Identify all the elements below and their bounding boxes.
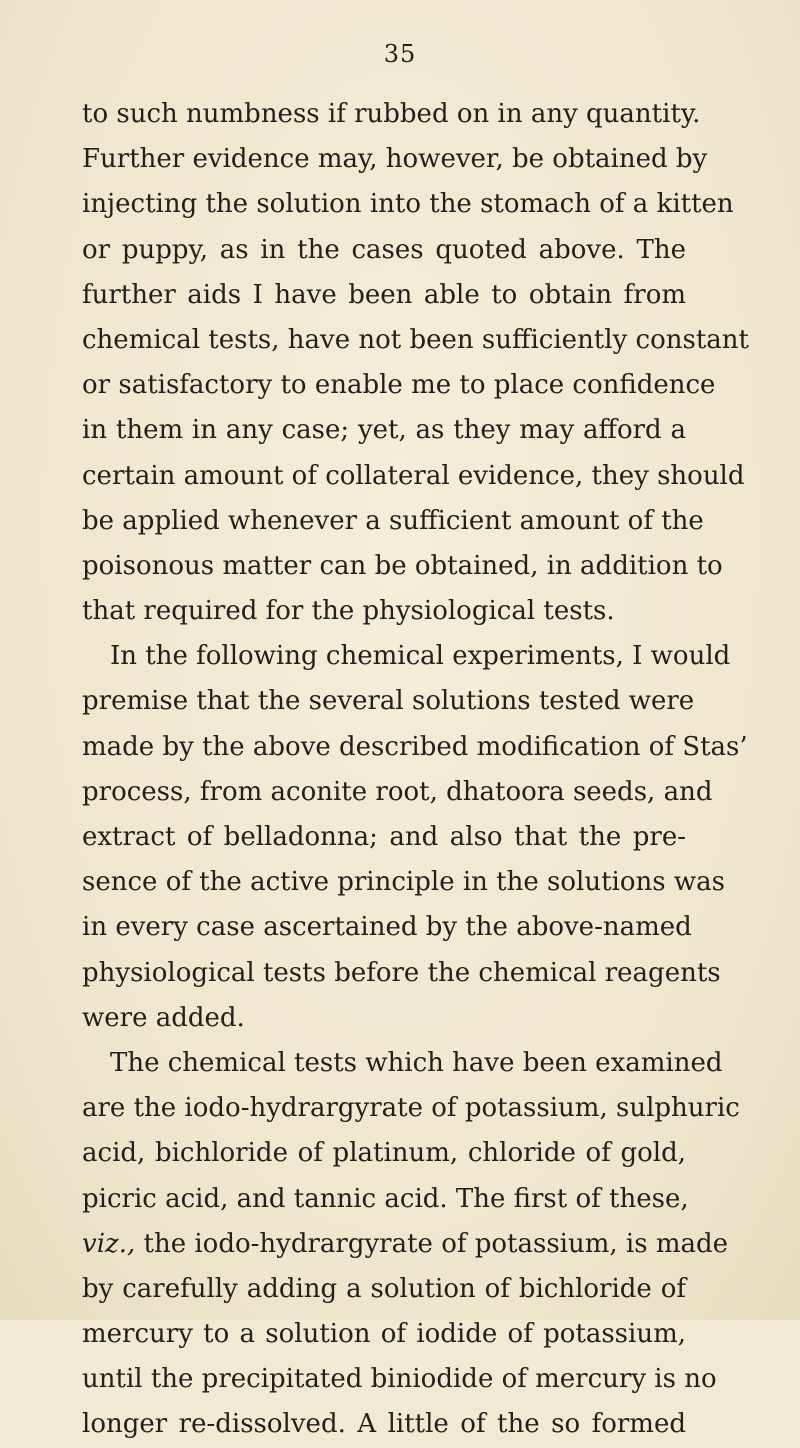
text-line: mercury to a solution of iodide of potassium,	[82, 1319, 686, 1350]
italic-abbreviation: viz.,	[82, 1228, 136, 1259]
text-line	[82, 1222, 729, 1267]
text-line: until the precipitated biniodide of mercury is no	[82, 1364, 717, 1395]
text-line: to such numbness if rubbed on in any quantity.	[82, 99, 701, 129]
paragraph-end-line: were added.	[82, 1002, 245, 1033]
text-line: in every case ascertained by the above-named	[82, 912, 692, 943]
text-line: made by the above described modification of Stas’	[82, 731, 748, 762]
body-text	[82, 92, 749, 1448]
text-line: further aids I have been able to obtain from	[82, 279, 686, 310]
text-line: poisonous matter can be obtained, in addition to	[82, 550, 723, 581]
text-line: injecting the solution into the stomach of a kitten	[82, 189, 734, 220]
paragraph-start-line: In the following chemical experiments, I would	[110, 641, 731, 672]
text-line: longer re-dissolved. A little of the so formed	[82, 1409, 686, 1440]
text-line: Further evidence may, however, be obtained by	[82, 144, 708, 175]
paragraph-end-line: that required for the physiological tests.	[82, 596, 615, 627]
text-line: physiological tests before the chemical reagents	[82, 957, 721, 988]
text-line: chemical tests, have not been sufficiently constant	[82, 324, 749, 355]
text-line: or satisfactory to enable me to place confidence	[82, 370, 716, 401]
text-line: or puppy, as in the cases quoted above. The	[82, 234, 686, 265]
text-line: certain amount of collateral evidence, they should	[82, 460, 745, 491]
line-remainder: the iodo-hydrargyrate of potassium, is made	[135, 1228, 729, 1259]
text-line: by carefully adding a solution of bichloride of	[82, 1273, 686, 1304]
text-line: picric acid, and tannic acid. The first of these,	[82, 1183, 689, 1214]
text-line: premise that the several solutions tested were	[82, 686, 695, 717]
page-number: 35	[383, 40, 417, 68]
text-line: extract of belladonna; and also that the pre-	[82, 822, 686, 852]
text-line: acid, bichloride of platinum, chloride of gold,	[82, 1138, 686, 1169]
text-line: sence of the active principle in the solutions was	[82, 867, 725, 898]
text-line: process, from aconite root, dhatoora seeds, and	[82, 776, 713, 807]
text-line: are the iodo-hydrargyrate of potassium, sulphuric	[82, 1093, 740, 1124]
paragraph-start-line: The chemical tests which have been examined	[110, 1047, 723, 1078]
text-line: in them in any case; yet, as they may afford a	[82, 415, 686, 446]
text-line: be applied whenever a sufficient amount of the	[82, 505, 704, 536]
